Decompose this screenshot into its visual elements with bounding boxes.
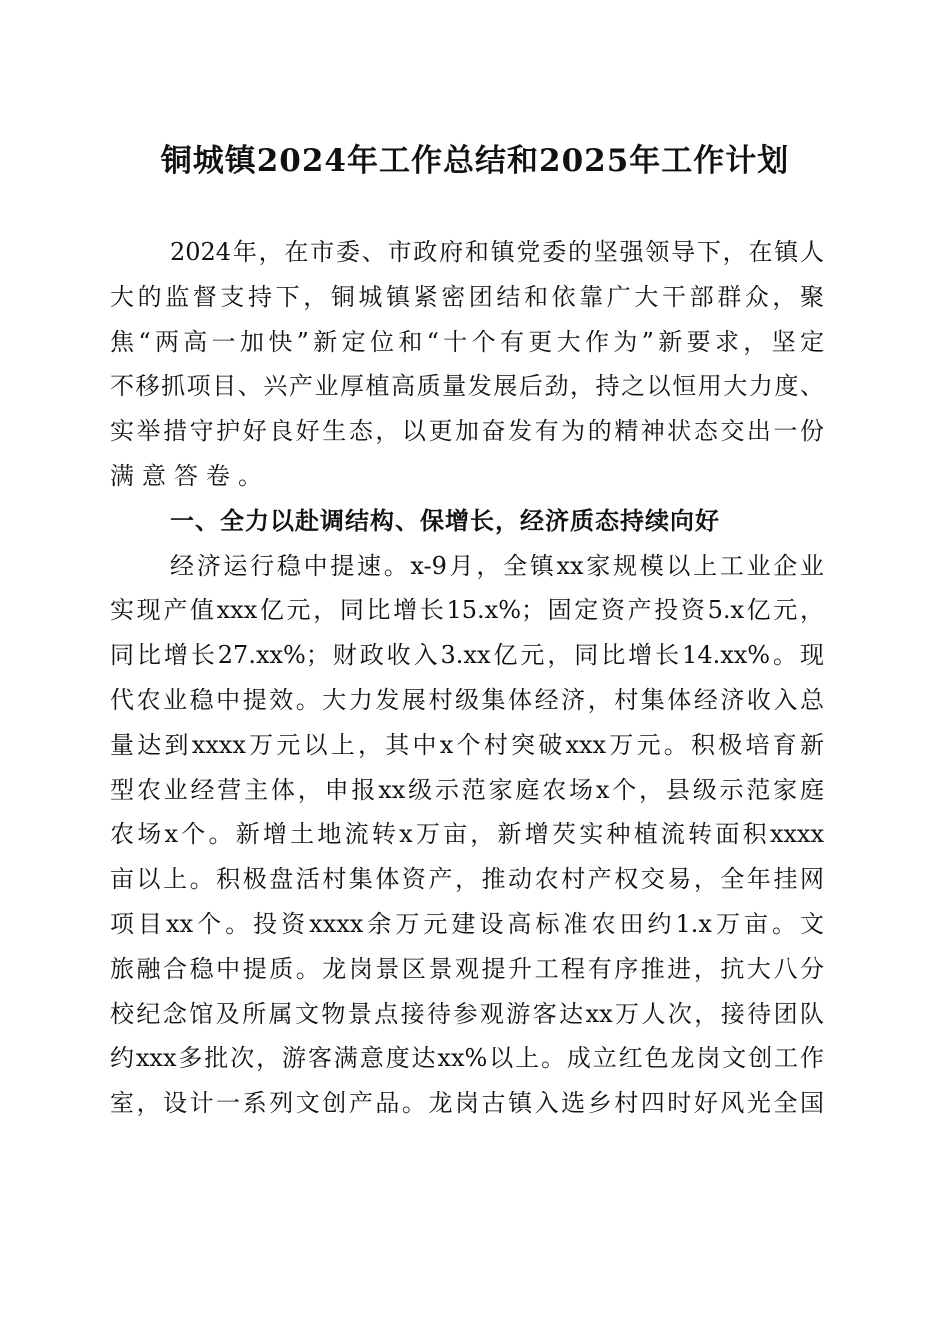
paragraph-line: 型农业经营主体，申报xx级示范家庭农场x个，县级示范家庭 xyxy=(110,775,824,804)
paragraph-line: 大的监督支持下，铜城镇紧密团结和依靠广大干部群众，聚 xyxy=(110,282,824,311)
paragraph-line: 2024年，在市委、市政府和镇党委的坚强领导下，在镇人 xyxy=(170,238,824,266)
paragraph-line: 不移抓项目、兴产业厚植高质量发展后劲，持之以恒用大力度、 xyxy=(110,372,824,401)
paragraph-line: 经济运行稳中提速。x-9月，全镇xx家规模以上工业企业 xyxy=(170,551,824,580)
intro-paragraph xyxy=(110,230,824,1126)
paragraph-line: 实现产值xxx亿元，同比增长15.x%；固定资产投资5.x亿元， xyxy=(110,596,824,625)
paragraph-line: 室，设计一系列文创产品。龙岗古镇入选乡村四时好风光全国 xyxy=(110,1089,824,1118)
document-title: 铜城镇2024年工作总结和2025年工作计划 xyxy=(160,143,790,179)
paragraph-line: 项目xx个。投资xxxx余万元建设高标准农田约1.x万亩。文 xyxy=(110,909,824,938)
paragraph-line: 量达到xxxx万元以上，其中x个村突破xxx万元。积极培育新 xyxy=(110,730,824,759)
paragraph-line: 旅融合稳中提质。龙岗景区景观提升工程有序推进，抗大八分 xyxy=(110,954,824,983)
section-heading: 一、全力以赴调结构、保增长，经济质态持续向好 xyxy=(170,506,720,535)
paragraph-line: 约xxx多批次，游客满意度达xx%以上。成立红色龙岗文创工作 xyxy=(110,1044,824,1073)
paragraph-line: 实举措守护好良好生态，以更加奋发有为的精神状态交出一份 xyxy=(110,417,824,446)
paragraph-line: 焦“两高一加快”新定位和“十个有更大作为”新要求，坚定 xyxy=(110,327,824,356)
paragraph-line: 农场x个。新增土地流转x万亩，新增芡实种植流转面积xxxx xyxy=(110,820,824,849)
paragraph-line: 同比增长27.xx%；财政收入3.xx亿元，同比增长14.xx%。现 xyxy=(110,641,824,670)
paragraph-line: 校纪念馆及所属文物景点接待参观游客达xx万人次，接待团队 xyxy=(110,999,824,1028)
paragraph-line: 亩以上。积极盘活村集体资产，推动农村产权交易，全年挂网 xyxy=(110,865,824,894)
paragraph-line: 满意答卷。 xyxy=(110,461,270,490)
paragraph-line: 代农业稳中提效。大力发展村级集体经济，村集体经济收入总 xyxy=(110,685,824,714)
